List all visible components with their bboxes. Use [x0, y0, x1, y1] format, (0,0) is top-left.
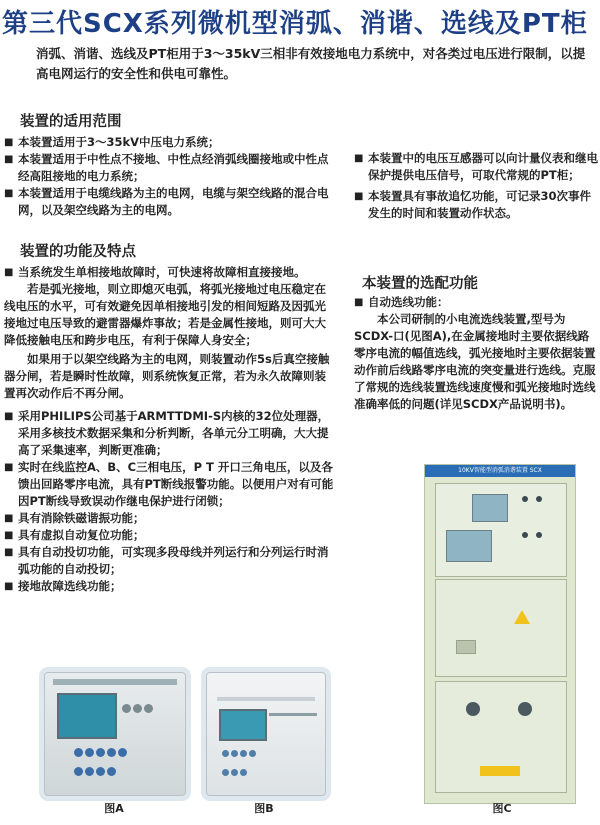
device-header-strip — [217, 697, 315, 701]
intro-paragraph: 消弧、消谐、选线及PT柜用于3～35kV三相非有效接地电力系统中，对各类过电压进行限制，以提高电网运行的安全性和供电可靠性。 — [36, 46, 586, 81]
feature-item: ■ 具有消除铁磁谐振功能； — [4, 510, 334, 527]
indicator-leds — [121, 699, 175, 718]
door-handle-icon — [456, 640, 476, 654]
optional-heading: 本装置的选配功能 — [362, 276, 478, 292]
scope-list — [4, 134, 334, 219]
indicator-lamp-icon — [536, 532, 542, 538]
lcd-screen — [219, 709, 267, 741]
figure-c-caption: 图C — [492, 802, 512, 815]
viewing-window-icon — [466, 702, 480, 716]
figure-b-image — [206, 672, 326, 796]
feature-paragraph: 若是弧光接地，则立即熄灭电弧，将弧光接地过电压稳定在线电压的水平，可有效避免因单相接地引发的相间短路及因弧光接地过电压导致的避雷器爆炸事故；若是金属性接地，则可大大降低接触电压和跨步电压，有利于保障人身安全； — [4, 282, 326, 347]
warning-sign-icon — [514, 610, 530, 624]
scope-item: ■ 本装置适用于中性点不接地、中性点经消弧线圈接地或中性点经高阻接地的电力系统； — [4, 151, 334, 185]
lower-door — [435, 681, 567, 793]
middle-door — [435, 579, 567, 677]
scope-item: ■ 本装置适用于电缆线路为主的电网，电缆与架空线路的混合电网，以及架空线路为主的电网。 — [4, 185, 334, 219]
figure-b-caption: 图B — [254, 802, 274, 815]
device-header-strip — [53, 679, 177, 685]
upper-door — [435, 483, 567, 577]
lcd-screen — [57, 693, 117, 739]
figure-a-caption: 图A — [104, 802, 124, 815]
keypad — [221, 743, 281, 781]
page-title: 第三代SCX系列微机型消弧、消谐、选线及PT柜 — [2, 9, 588, 39]
feature-item: ■ 采用PHILIPS公司基于ARMTTDMI-S内核的32位处理器，采用多核技术数据采集和分析判断，各单元分工明确，大大提高了采集速率，判断更准确； — [4, 408, 334, 459]
optional-item: ■ 自动选线功能： — [354, 294, 598, 311]
feature-item: ■ 具有虚拟自动复位功能； — [4, 527, 334, 544]
warning-label-icon — [480, 766, 520, 776]
right-item: ■ 本装置具有事故追忆功能，可记录30次事件发生的时间和装置动作状态。 — [354, 188, 598, 222]
selector-panel — [446, 530, 492, 562]
viewing-window-icon — [518, 702, 532, 716]
feature-item: ■ 实时在线监控A、B、C三相电压，P T 开口三角电压，以及各馈出回路零序电流，具有PT断线报警功能。以便用户对有可能因PT断线导致误动作继电保护进行闭锁； — [4, 459, 334, 510]
right-list — [354, 150, 598, 222]
indicator-lamp-icon — [536, 496, 542, 502]
scope-heading: 装置的适用范围 — [20, 114, 122, 130]
features-heading: 装置的功能及特点 — [20, 244, 136, 260]
feature-paragraph: 如果用于以架空线路为主的电网，则装置动作5s后真空接触器分闸，若是瞬时性故障，则系统恢复正常，若为永久故障则装置再次动作后不再分闸。 — [4, 352, 330, 400]
figure-a-image — [44, 672, 186, 796]
cabinet-nameplate: 10KV智能型消弧消谐装置 SCX — [425, 465, 575, 477]
indicator-lamp-icon — [522, 532, 528, 538]
controller-panel — [472, 494, 508, 522]
figure-c-image — [424, 464, 576, 804]
optional-paragraph: 本公司研制的小电流选线装置,型号为SCDX-口(见图A),在金属接地时主要依据线路零序电流的幅值选线，弧光接地时主要依据装置动作前后线路零序电流的突变量进行选线。克服了常规的选线装置选线速度慢和弧光接地时选线准确率低的问题(详见SCDX产品说明书)。 — [354, 312, 596, 411]
keypad — [73, 743, 143, 781]
indicator-lamp-icon — [522, 496, 528, 502]
right-item: ■ 本装置中的电压互感器可以向计量仪表和继电保护提供电压信号，可取代常规的PT柜； — [354, 150, 598, 184]
feature-item: ■ 接地故障选线功能； — [4, 578, 334, 595]
feature-item: ■ 具有自动投切功能，可实现多段母线并列运行和分列运行时消弧功能的自动投切； — [4, 544, 334, 578]
optional-list — [354, 294, 598, 413]
features-list — [4, 264, 334, 595]
device-label-line — [269, 713, 317, 716]
feature-item: ■ 当系统发生单相接地故障时，可快速将故障相直接接地。 — [4, 264, 334, 281]
scope-item: ■ 本装置适用于3～35kV中压电力系统； — [4, 134, 334, 151]
